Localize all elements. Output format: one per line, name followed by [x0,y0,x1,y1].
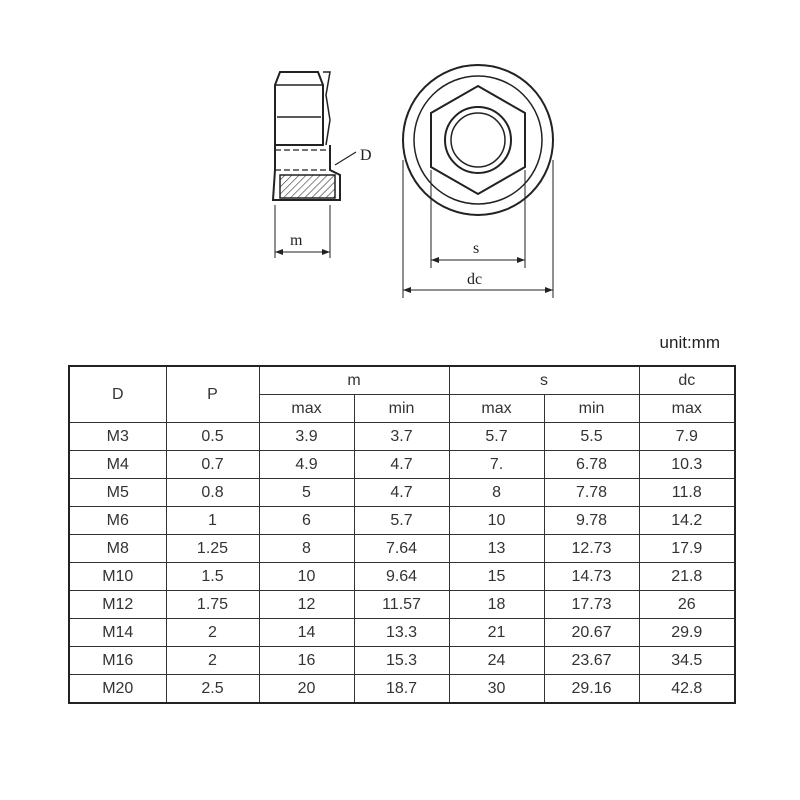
table-row [69,647,735,675]
cell-d: M8 [69,535,166,563]
cell-d: M20 [69,675,166,704]
cell-s-max: 7. [449,451,544,479]
header-m-max: max [259,395,354,423]
cell-d: M10 [69,563,166,591]
cell-s-min: 12.73 [544,535,639,563]
cell-d: M4 [69,451,166,479]
cell-s-min: 9.78 [544,507,639,535]
cell-m-max: 14 [259,619,354,647]
cell-m-max: 10 [259,563,354,591]
header-s-min: min [544,395,639,423]
unit-label: unit:mm [659,333,720,352]
cell-dc-max: 7.9 [639,423,735,451]
cell-m-min: 9.64 [354,563,449,591]
cell-d: M5 [69,479,166,507]
table-row [69,535,735,563]
cell-p: 0.7 [166,451,259,479]
label-m: m [290,232,303,249]
cell-dc-max: 21.8 [639,563,735,591]
cell-d: M6 [69,507,166,535]
cell-dc-max: 26 [639,591,735,619]
cell-p: 2 [166,647,259,675]
cell-dc-max: 11.8 [639,479,735,507]
cell-m-max: 12 [259,591,354,619]
cell-dc-max: 29.9 [639,619,735,647]
cell-s-max: 13 [449,535,544,563]
cell-p: 1.75 [166,591,259,619]
cell-m-max: 8 [259,535,354,563]
label-dc: dc [467,271,483,288]
table-row [69,619,735,647]
cell-m-min: 15.3 [354,647,449,675]
table-row [69,423,735,451]
table-row [69,591,735,619]
table-row [69,675,735,704]
cell-m-max: 16 [259,647,354,675]
cell-s-max: 18 [449,591,544,619]
cell-p: 2 [166,619,259,647]
table-row [69,507,735,535]
cell-m-max: 3.9 [259,423,354,451]
cell-dc-max: 42.8 [639,675,735,704]
nut-top-view [403,65,553,298]
cell-s-max: 5.7 [449,423,544,451]
cell-m-max: 4.9 [259,451,354,479]
header-p: P [166,366,259,423]
header-dc: dc [639,366,735,395]
cell-s-min: 6.78 [544,451,639,479]
cell-s-max: 21 [449,619,544,647]
cell-s-min: 23.67 [544,647,639,675]
cell-s-min: 14.73 [544,563,639,591]
cell-dc-max: 34.5 [639,647,735,675]
cell-m-min: 7.64 [354,535,449,563]
cell-p: 0.8 [166,479,259,507]
cell-p: 0.5 [166,423,259,451]
cell-m-max: 6 [259,507,354,535]
header-s: s [449,366,639,395]
cell-s-min: 5.5 [544,423,639,451]
cell-s-max: 10 [449,507,544,535]
header-m-min: min [354,395,449,423]
cell-dc-max: 10.3 [639,451,735,479]
cell-s-min: 17.73 [544,591,639,619]
cell-s-max: 15 [449,563,544,591]
cell-dc-max: 14.2 [639,507,735,535]
cell-s-max: 30 [449,675,544,704]
spec-table-body [69,423,735,704]
header-s-max: max [449,395,544,423]
header-row-1 [69,366,735,395]
cell-m-min: 18.7 [354,675,449,704]
cell-p: 1.25 [166,535,259,563]
header-d: D [69,366,166,423]
table-row [69,479,735,507]
cell-d: M16 [69,647,166,675]
spec-table [68,365,736,704]
label-d: D [360,147,372,164]
cell-p: 2.5 [166,675,259,704]
cell-s-min: 7.78 [544,479,639,507]
header-m: m [259,366,449,395]
cell-m-min: 4.7 [354,479,449,507]
cell-m-min: 13.3 [354,619,449,647]
cell-m-max: 20 [259,675,354,704]
cell-m-min: 3.7 [354,423,449,451]
cell-m-min: 5.7 [354,507,449,535]
cell-p: 1 [166,507,259,535]
flange-nut-drawing [0,0,800,330]
cell-s-min: 20.67 [544,619,639,647]
cell-s-max: 8 [449,479,544,507]
cell-m-min: 11.57 [354,591,449,619]
label-s: s [473,240,480,257]
cell-s-min: 29.16 [544,675,639,704]
header-dc-max: max [639,395,735,423]
cell-d: M3 [69,423,166,451]
cell-p: 1.5 [166,563,259,591]
cell-s-max: 24 [449,647,544,675]
cell-m-max: 5 [259,479,354,507]
cell-d: M14 [69,619,166,647]
nut-side-view [273,72,356,258]
table-row [69,451,735,479]
cell-m-min: 4.7 [354,451,449,479]
cell-d: M12 [69,591,166,619]
table-row [69,563,735,591]
cell-dc-max: 17.9 [639,535,735,563]
